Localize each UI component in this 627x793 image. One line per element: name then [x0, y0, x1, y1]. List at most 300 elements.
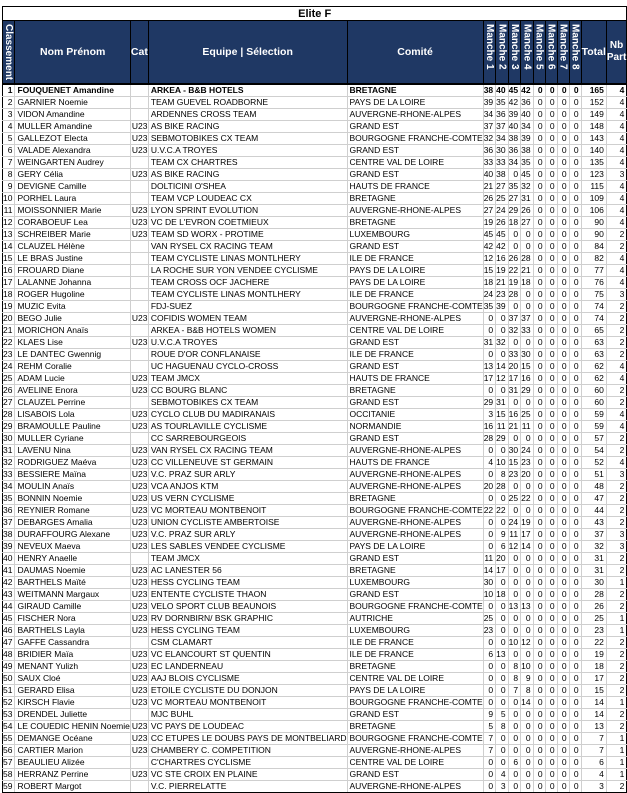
- manche-8-cell[interactable]: 0: [569, 613, 581, 625]
- manche-5-cell[interactable]: 0: [533, 745, 545, 757]
- team-cell[interactable]: DOLTICINI O'SHEA: [148, 181, 347, 193]
- table-row[interactable]: [3, 517, 627, 529]
- team-cell[interactable]: VC MORTEAU MONTBENOIT: [148, 697, 347, 709]
- category-cell[interactable]: U23: [131, 649, 148, 660]
- total-cell[interactable]: 90: [581, 229, 606, 241]
- table-row[interactable]: [3, 649, 627, 661]
- manche-8-cell[interactable]: 0: [569, 517, 581, 529]
- table-row[interactable]: [3, 265, 627, 277]
- total-cell[interactable]: 62: [581, 373, 606, 385]
- table-row[interactable]: [3, 685, 627, 697]
- name-cell[interactable]: VIDON Amandine: [15, 109, 130, 121]
- comite-cell[interactable]: CENTRE VAL DE LOIRE: [347, 325, 483, 337]
- manche-3-cell[interactable]: 10: [508, 637, 520, 649]
- team-cell[interactable]: EC LANDERNEAU: [148, 661, 347, 673]
- table-row[interactable]: [3, 541, 627, 553]
- comite-cell[interactable]: GRAND EST: [347, 589, 483, 601]
- manche-4-cell[interactable]: 27: [521, 217, 533, 229]
- col-header-nom-prenom[interactable]: Nom Prénom: [15, 21, 130, 85]
- manche-3-cell[interactable]: 0: [508, 397, 520, 409]
- manche-5-cell[interactable]: 0: [533, 649, 545, 661]
- manche-7-cell[interactable]: 0: [557, 781, 569, 793]
- manche-5-cell[interactable]: 0: [533, 361, 545, 373]
- manche-7-cell[interactable]: 0: [557, 721, 569, 733]
- rank-cell[interactable]: 29: [3, 421, 15, 433]
- team-cell[interactable]: HESS CYCLING TEAM: [148, 625, 347, 637]
- manche-4-cell[interactable]: 0: [521, 757, 533, 769]
- manche-5-cell[interactable]: 0: [533, 157, 545, 169]
- total-cell[interactable]: 22: [581, 637, 606, 649]
- team-cell[interactable]: AS BIKE RACING: [148, 169, 347, 181]
- nb-part-cell[interactable]: 4: [606, 121, 626, 133]
- manche-5-cell[interactable]: 0: [533, 433, 545, 445]
- table-row[interactable]: [3, 337, 627, 349]
- manche-5-cell[interactable]: 0: [533, 133, 545, 145]
- manche-7-cell[interactable]: 0: [557, 757, 569, 769]
- name-cell[interactable]: DURAFFOURG Alexane: [15, 529, 130, 541]
- rank-cell[interactable]: 52: [3, 697, 15, 709]
- name-cell[interactable]: PORHEL Laura: [15, 193, 130, 205]
- category-cell[interactable]: [130, 277, 148, 289]
- comite-cell[interactable]: ILE DE FRANCE: [347, 253, 483, 265]
- manche-4-cell[interactable]: 28: [521, 253, 533, 265]
- team-cell[interactable]: VC ELANCOURT ST QUENTIN: [148, 649, 347, 661]
- category-cell[interactable]: U23: [131, 661, 148, 672]
- manche-6-cell[interactable]: 0: [545, 553, 557, 565]
- name-cell[interactable]: GERARD Elisa: [15, 685, 130, 697]
- rank-cell[interactable]: 26: [3, 385, 15, 397]
- manche-8-cell[interactable]: 0: [569, 241, 581, 253]
- manche-6-cell[interactable]: 0: [545, 721, 557, 733]
- manche-1-cell[interactable]: 7: [483, 733, 495, 745]
- manche-6-cell[interactable]: 0: [545, 529, 557, 541]
- name-cell[interactable]: HENRY Anaelle: [15, 553, 130, 565]
- team-cell[interactable]: MJC BUHL: [148, 709, 347, 721]
- manche-5-cell[interactable]: 0: [533, 265, 545, 277]
- manche-3-cell[interactable]: 0: [508, 613, 520, 625]
- rank-cell[interactable]: 27: [3, 397, 15, 409]
- table-row[interactable]: [3, 697, 627, 709]
- rank-cell[interactable]: 20: [3, 313, 15, 325]
- total-cell[interactable]: 65: [581, 325, 606, 337]
- manche-1-cell[interactable]: 32: [483, 133, 495, 145]
- nb-part-cell[interactable]: 1: [606, 769, 626, 781]
- manche-1-cell[interactable]: 9: [483, 709, 495, 721]
- manche-2-cell[interactable]: 23: [496, 289, 508, 301]
- manche-5-cell[interactable]: 0: [533, 325, 545, 337]
- team-cell[interactable]: VAN RYSEL CX RACING TEAM: [148, 241, 347, 253]
- nb-part-cell[interactable]: 1: [606, 733, 626, 745]
- team-cell[interactable]: VC PAYS DE LOUDEAC: [148, 721, 347, 733]
- manche-2-cell[interactable]: 0: [496, 445, 508, 457]
- manche-2-cell[interactable]: 40: [496, 84, 508, 97]
- manche-5-cell[interactable]: 0: [533, 493, 545, 505]
- manche-5-cell[interactable]: 0: [533, 181, 545, 193]
- manche-1-cell[interactable]: 0: [483, 325, 495, 337]
- nb-part-cell[interactable]: 2: [606, 589, 626, 601]
- table-row[interactable]: [3, 97, 627, 109]
- comite-cell[interactable]: BRETAGNE: [347, 565, 483, 577]
- name-cell[interactable]: BARTHELS Maïté: [15, 577, 130, 589]
- rank-cell[interactable]: 24: [3, 361, 15, 373]
- table-row[interactable]: [3, 721, 627, 733]
- team-cell[interactable]: ETOILE CYCLISTE DU DONJON: [148, 685, 347, 697]
- manche-1-cell[interactable]: 0: [483, 685, 495, 697]
- team-cell[interactable]: RV DORNBIRN/ BSK GRAPHIC: [148, 613, 347, 625]
- team-cell[interactable]: U.V.C.A TROYES: [148, 337, 347, 349]
- category-cell[interactable]: U23: [131, 577, 148, 588]
- team-cell[interactable]: TEAM CX CHARTRES: [148, 157, 347, 169]
- nb-part-cell[interactable]: 2: [606, 565, 626, 577]
- manche-1-cell[interactable]: 0: [483, 781, 495, 793]
- manche-2-cell[interactable]: 21: [496, 277, 508, 289]
- table-row[interactable]: [3, 553, 627, 565]
- manche-6-cell[interactable]: 0: [545, 685, 557, 697]
- category-cell[interactable]: U23: [131, 613, 148, 624]
- manche-4-cell[interactable]: 0: [521, 613, 533, 625]
- manche-5-cell[interactable]: 0: [533, 241, 545, 253]
- manche-7-cell[interactable]: 0: [557, 613, 569, 625]
- nb-part-cell[interactable]: 4: [606, 421, 626, 433]
- name-cell[interactable]: DAUMAS Noemie: [15, 565, 130, 577]
- manche-2-cell[interactable]: 6: [496, 541, 508, 553]
- category-cell[interactable]: [130, 757, 148, 769]
- name-cell[interactable]: DEBARGES Amalia: [15, 517, 130, 529]
- manche-8-cell[interactable]: 0: [569, 253, 581, 265]
- comite-cell[interactable]: CENTRE VAL DE LOIRE: [347, 673, 483, 685]
- table-row[interactable]: [3, 661, 627, 673]
- manche-6-cell[interactable]: 0: [545, 589, 557, 601]
- table-row[interactable]: [3, 637, 627, 649]
- name-cell[interactable]: REYNIER Romane: [15, 505, 130, 517]
- manche-6-cell[interactable]: 0: [545, 121, 557, 133]
- table-row[interactable]: [3, 241, 627, 253]
- team-cell[interactable]: VC MORTEAU MONTBENOIT: [148, 505, 347, 517]
- manche-7-cell[interactable]: 0: [557, 745, 569, 757]
- total-cell[interactable]: 63: [581, 337, 606, 349]
- manche-6-cell[interactable]: 0: [545, 781, 557, 793]
- manche-8-cell[interactable]: 0: [569, 445, 581, 457]
- manche-3-cell[interactable]: 42: [508, 97, 520, 109]
- manche-4-cell[interactable]: 0: [521, 241, 533, 253]
- manche-3-cell[interactable]: 8: [508, 673, 520, 685]
- manche-5-cell[interactable]: 0: [533, 481, 545, 493]
- comite-cell[interactable]: GRAND EST: [347, 337, 483, 349]
- comite-cell[interactable]: BOURGOGNE FRANCHE-COMTE: [347, 733, 483, 745]
- manche-6-cell[interactable]: 0: [545, 673, 557, 685]
- rank-cell[interactable]: 51: [3, 685, 15, 697]
- nb-part-cell[interactable]: 2: [606, 313, 626, 325]
- comite-cell[interactable]: LUXEMBOURG: [347, 625, 483, 637]
- name-cell[interactable]: MORICHON Anaïs: [15, 325, 130, 337]
- team-cell[interactable]: V.C. PRAZ SUR ARLY: [148, 469, 347, 481]
- manche-4-cell[interactable]: 38: [521, 145, 533, 157]
- name-cell[interactable]: DEMANGE Océane: [15, 733, 130, 745]
- table-row[interactable]: [3, 373, 627, 385]
- table-row[interactable]: [3, 457, 627, 469]
- manche-5-cell[interactable]: 0: [533, 637, 545, 649]
- team-cell[interactable]: C'CHARTRES CYCLISME: [148, 757, 347, 769]
- table-row[interactable]: [3, 433, 627, 445]
- table-row[interactable]: [3, 109, 627, 121]
- comite-cell[interactable]: GRAND EST: [347, 433, 483, 445]
- team-cell[interactable]: AAJ BLOIS CYCLISME: [148, 673, 347, 685]
- manche-7-cell[interactable]: 0: [557, 397, 569, 409]
- manche-2-cell[interactable]: 24: [496, 205, 508, 217]
- manche-7-cell[interactable]: 0: [557, 385, 569, 397]
- manche-1-cell[interactable]: 0: [483, 541, 495, 553]
- manche-5-cell[interactable]: 0: [533, 145, 545, 157]
- table-row[interactable]: [3, 505, 627, 517]
- col-header-manche-7[interactable]: Manche 7: [557, 21, 569, 85]
- manche-2-cell[interactable]: 37: [496, 121, 508, 133]
- name-cell[interactable]: GERY Célia: [15, 169, 130, 181]
- manche-4-cell[interactable]: 15: [521, 361, 533, 373]
- rank-cell[interactable]: 11: [3, 205, 15, 217]
- comite-cell[interactable]: PAYS DE LA LOIRE: [347, 685, 483, 697]
- manche-8-cell[interactable]: 0: [569, 409, 581, 421]
- manche-8-cell[interactable]: 0: [569, 265, 581, 277]
- nb-part-cell[interactable]: 4: [606, 84, 626, 97]
- manche-8-cell[interactable]: 0: [569, 505, 581, 517]
- team-cell[interactable]: CC SARREBOURGEOIS: [148, 433, 347, 445]
- manche-8-cell[interactable]: 0: [569, 217, 581, 229]
- table-row[interactable]: [3, 325, 627, 337]
- rank-cell[interactable]: 39: [3, 541, 15, 553]
- manche-7-cell[interactable]: 0: [557, 193, 569, 205]
- manche-8-cell[interactable]: 0: [569, 145, 581, 157]
- total-cell[interactable]: 13: [581, 721, 606, 733]
- manche-6-cell[interactable]: 0: [545, 733, 557, 745]
- manche-3-cell[interactable]: 0: [508, 733, 520, 745]
- category-cell[interactable]: U23: [131, 589, 148, 600]
- manche-8-cell[interactable]: 0: [569, 421, 581, 433]
- manche-4-cell[interactable]: 0: [521, 745, 533, 757]
- name-cell[interactable]: DEVIGNE Camille: [15, 181, 130, 193]
- table-row[interactable]: [3, 673, 627, 685]
- name-cell[interactable]: FISCHER Nora: [15, 613, 130, 625]
- manche-2-cell[interactable]: 0: [496, 673, 508, 685]
- manche-8-cell[interactable]: 0: [569, 433, 581, 445]
- manche-8-cell[interactable]: 0: [569, 661, 581, 673]
- name-cell[interactable]: MOISSONNIER Marie: [15, 205, 130, 217]
- comite-cell[interactable]: BRETAGNE: [347, 721, 483, 733]
- table-row[interactable]: [3, 277, 627, 289]
- manche-6-cell[interactable]: 0: [545, 157, 557, 169]
- nb-part-cell[interactable]: 2: [606, 337, 626, 349]
- name-cell[interactable]: FOUQUENET Amandine: [15, 84, 130, 97]
- manche-7-cell[interactable]: 0: [557, 673, 569, 685]
- manche-2-cell[interactable]: 38: [496, 169, 508, 181]
- manche-8-cell[interactable]: 0: [569, 529, 581, 541]
- total-cell[interactable]: 74: [581, 313, 606, 325]
- category-cell[interactable]: [130, 157, 148, 169]
- category-cell[interactable]: U23: [131, 229, 148, 240]
- manche-8-cell[interactable]: 0: [569, 109, 581, 121]
- manche-1-cell[interactable]: 24: [483, 289, 495, 301]
- team-cell[interactable]: US VERN CYCLISME: [148, 493, 347, 505]
- team-cell[interactable]: TEAM JMCX: [148, 553, 347, 565]
- name-cell[interactable]: BARTHELS Layla: [15, 625, 130, 637]
- category-cell[interactable]: [130, 97, 148, 109]
- total-cell[interactable]: 19: [581, 649, 606, 661]
- manche-3-cell[interactable]: 27: [508, 193, 520, 205]
- team-cell[interactable]: CHAMBERY C. COMPETITION: [148, 745, 347, 757]
- manche-7-cell[interactable]: 0: [557, 109, 569, 121]
- manche-3-cell[interactable]: 34: [508, 157, 520, 169]
- manche-4-cell[interactable]: 20: [521, 469, 533, 481]
- team-cell[interactable]: TEAM JMCX: [148, 373, 347, 385]
- table-row[interactable]: [3, 397, 627, 409]
- manche-3-cell[interactable]: 35: [508, 181, 520, 193]
- table-row[interactable]: [3, 121, 627, 133]
- comite-cell[interactable]: NORMANDIE: [347, 421, 483, 433]
- nb-part-cell[interactable]: 4: [606, 145, 626, 157]
- total-cell[interactable]: 30: [581, 577, 606, 589]
- nb-part-cell[interactable]: 2: [606, 781, 626, 793]
- manche-8-cell[interactable]: 0: [569, 193, 581, 205]
- manche-3-cell[interactable]: 0: [508, 697, 520, 709]
- rank-cell[interactable]: 33: [3, 469, 15, 481]
- manche-4-cell[interactable]: 0: [521, 337, 533, 349]
- rank-cell[interactable]: 31: [3, 445, 15, 457]
- table-row[interactable]: [3, 217, 627, 229]
- manche-5-cell[interactable]: 0: [533, 517, 545, 529]
- category-cell[interactable]: [130, 397, 148, 409]
- rank-cell[interactable]: 44: [3, 601, 15, 613]
- name-cell[interactable]: SAUX Cloé: [15, 673, 130, 685]
- manche-2-cell[interactable]: 0: [496, 349, 508, 361]
- manche-2-cell[interactable]: 0: [496, 733, 508, 745]
- manche-6-cell[interactable]: 0: [545, 445, 557, 457]
- team-cell[interactable]: TEAM CYCLISTE LINAS MONTLHERY: [148, 253, 347, 265]
- category-cell[interactable]: [130, 433, 148, 445]
- name-cell[interactable]: BRAMOULLE Pauline: [15, 421, 130, 433]
- manche-3-cell[interactable]: 0: [508, 241, 520, 253]
- manche-3-cell[interactable]: 32: [508, 325, 520, 337]
- manche-2-cell[interactable]: 16: [496, 253, 508, 265]
- nb-part-cell[interactable]: 3: [606, 169, 626, 181]
- manche-1-cell[interactable]: 0: [483, 517, 495, 529]
- manche-2-cell[interactable]: 33: [496, 157, 508, 169]
- manche-3-cell[interactable]: 0: [508, 781, 520, 793]
- name-cell[interactable]: ADAM Lucie: [15, 373, 130, 385]
- manche-7-cell[interactable]: 0: [557, 241, 569, 253]
- manche-3-cell[interactable]: 45: [508, 84, 520, 97]
- table-row[interactable]: [3, 565, 627, 577]
- manche-6-cell[interactable]: 0: [545, 577, 557, 589]
- nb-part-cell[interactable]: 2: [606, 301, 626, 313]
- manche-6-cell[interactable]: 0: [545, 289, 557, 301]
- manche-2-cell[interactable]: 31: [496, 397, 508, 409]
- team-cell[interactable]: FDJ-SUEZ: [148, 301, 347, 313]
- manche-5-cell[interactable]: 0: [533, 277, 545, 289]
- manche-6-cell[interactable]: 0: [545, 97, 557, 109]
- manche-5-cell[interactable]: 0: [533, 577, 545, 589]
- category-cell[interactable]: U23: [131, 673, 148, 684]
- manche-8-cell[interactable]: 0: [569, 289, 581, 301]
- manche-1-cell[interactable]: 0: [483, 769, 495, 781]
- manche-7-cell[interactable]: 0: [557, 373, 569, 385]
- comite-cell[interactable]: CENTRE VAL DE LOIRE: [347, 757, 483, 769]
- category-cell[interactable]: U23: [131, 517, 148, 528]
- manche-1-cell[interactable]: 16: [483, 421, 495, 433]
- col-header-equipe[interactable]: Equipe | Sélection: [148, 21, 347, 85]
- team-cell[interactable]: VC STE CROIX EN PLAINE: [148, 769, 347, 781]
- manche-1-cell[interactable]: 14: [483, 565, 495, 577]
- manche-1-cell[interactable]: 20: [483, 481, 495, 493]
- comite-cell[interactable]: AUVERGNE-RHONE-ALPES: [347, 781, 483, 793]
- manche-1-cell[interactable]: 15: [483, 265, 495, 277]
- manche-4-cell[interactable]: 0: [521, 589, 533, 601]
- col-header-cat[interactable]: Cat: [130, 21, 148, 85]
- name-cell[interactable]: SCHREIBER Marie: [15, 229, 130, 241]
- manche-7-cell[interactable]: 0: [557, 685, 569, 697]
- table-row[interactable]: [3, 385, 627, 397]
- manche-6-cell[interactable]: 0: [545, 409, 557, 421]
- comite-cell[interactable]: BRETAGNE: [347, 84, 483, 97]
- manche-1-cell[interactable]: 28: [483, 433, 495, 445]
- manche-1-cell[interactable]: 18: [483, 277, 495, 289]
- manche-4-cell[interactable]: 0: [521, 709, 533, 721]
- manche-8-cell[interactable]: 0: [569, 745, 581, 757]
- manche-6-cell[interactable]: 0: [545, 193, 557, 205]
- rank-cell[interactable]: 54: [3, 721, 15, 733]
- manche-3-cell[interactable]: 28: [508, 289, 520, 301]
- manche-7-cell[interactable]: 0: [557, 289, 569, 301]
- team-cell[interactable]: LYON SPRINT EVOLUTION: [148, 205, 347, 217]
- team-cell[interactable]: ARKEA - B&B HOTELS: [148, 84, 347, 97]
- nb-part-cell[interactable]: 2: [606, 397, 626, 409]
- table-row[interactable]: [3, 145, 627, 157]
- nb-part-cell[interactable]: 2: [606, 433, 626, 445]
- category-cell[interactable]: U23: [131, 385, 148, 396]
- manche-4-cell[interactable]: 0: [521, 481, 533, 493]
- team-cell[interactable]: CSM CLAMART: [148, 637, 347, 649]
- manche-7-cell[interactable]: 0: [557, 421, 569, 433]
- name-cell[interactable]: WEINGARTEN Audrey: [15, 157, 130, 169]
- manche-6-cell[interactable]: 0: [545, 697, 557, 709]
- name-cell[interactable]: MOULIN Anaïs: [15, 481, 130, 493]
- name-cell[interactable]: CLAUZEL Perrine: [15, 397, 130, 409]
- manche-5-cell[interactable]: 0: [533, 781, 545, 793]
- manche-7-cell[interactable]: 0: [557, 277, 569, 289]
- manche-6-cell[interactable]: 0: [545, 229, 557, 241]
- comite-cell[interactable]: GRAND EST: [347, 709, 483, 721]
- comite-cell[interactable]: AUVERGNE-RHONE-ALPES: [347, 481, 483, 493]
- col-header-manche-4[interactable]: Manche 4: [521, 21, 533, 85]
- manche-2-cell[interactable]: 0: [496, 313, 508, 325]
- total-cell[interactable]: 47: [581, 493, 606, 505]
- manche-8-cell[interactable]: 0: [569, 493, 581, 505]
- name-cell[interactable]: BONNIN Noemie: [15, 493, 130, 505]
- manche-7-cell[interactable]: 0: [557, 265, 569, 277]
- category-cell[interactable]: U23: [131, 493, 148, 504]
- manche-7-cell[interactable]: 0: [557, 457, 569, 469]
- manche-8-cell[interactable]: 0: [569, 169, 581, 181]
- manche-7-cell[interactable]: 0: [557, 84, 569, 97]
- rank-cell[interactable]: 41: [3, 565, 15, 577]
- rank-cell[interactable]: 47: [3, 637, 15, 649]
- comite-cell[interactable]: BOURGOGNE FRANCHE-COMTE: [347, 601, 483, 613]
- table-row[interactable]: [3, 313, 627, 325]
- manche-7-cell[interactable]: 0: [557, 649, 569, 661]
- total-cell[interactable]: 74: [581, 301, 606, 313]
- category-cell[interactable]: [130, 109, 148, 121]
- col-header-classement[interactable]: Classement: [3, 21, 15, 85]
- total-cell[interactable]: 25: [581, 613, 606, 625]
- comite-cell[interactable]: OCCITANIE: [347, 409, 483, 421]
